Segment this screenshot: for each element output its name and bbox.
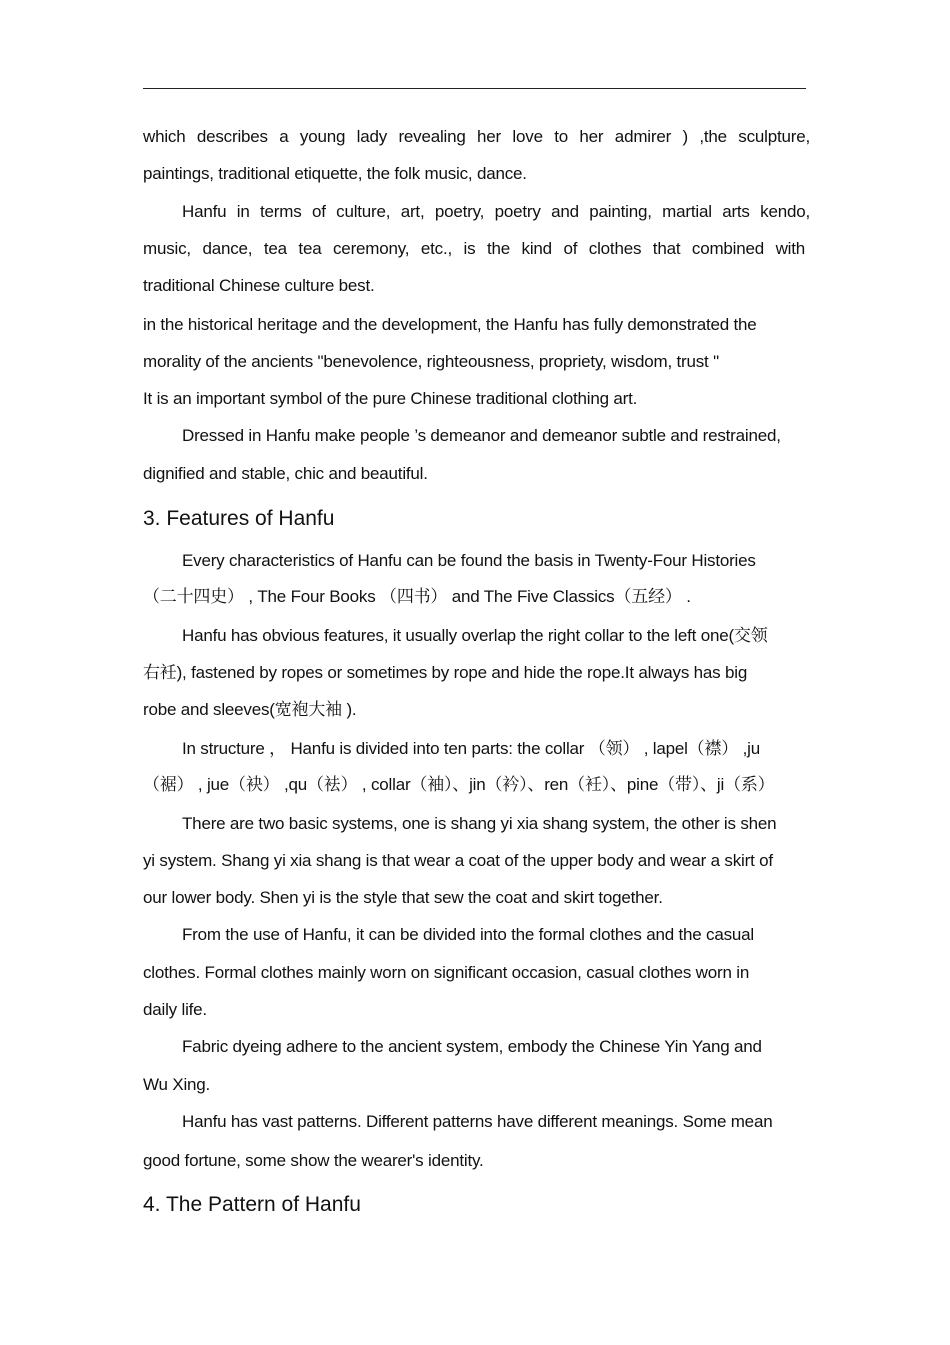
- text-line: daily life.: [143, 1000, 207, 1019]
- text-line: 右衽), fastened by ropes or sometimes by rope and hide the rope.It always has big: [143, 663, 748, 682]
- text-line: dignified and stable, chic and beautiful.: [143, 464, 428, 483]
- text-line: （裾） , jue（袂） ,qu（袪） , collar（袖）、jin（衿）、ren（衽）、pine（带）、ji（系）: [143, 775, 775, 794]
- text-line: In structure ， Hanfu is divided into ten parts: the collar （领） , lapel（襟） ,ju: [182, 739, 760, 758]
- text-line: Hanfu has vast patterns. Different patterns have different meanings. Some mean: [182, 1112, 773, 1131]
- section-heading: 4. The Pattern of Hanfu: [143, 1193, 361, 1216]
- text-line: From the use of Hanfu, it can be divided into the formal clothes and the casual: [182, 925, 754, 944]
- text-line: paintings, traditional etiquette, the folk music, dance.: [143, 164, 527, 183]
- text-line: Hanfu in terms of culture, art, poetry, poetry and painting, martial arts kendo,: [182, 202, 810, 221]
- text-line: It is an important symbol of the pure Chinese traditional clothing art.: [143, 389, 638, 408]
- text-line: There are two basic systems, one is shang yi xia shang system, the other is shen: [182, 814, 777, 833]
- text-line: good fortune, some show the wearer's identity.: [143, 1151, 484, 1170]
- text-line: yi system. Shang yi xia shang is that wear a coat of the upper body and wear a skirt of: [143, 851, 773, 870]
- text-line: Every characteristics of Hanfu can be found the basis in Twenty-Four Histories: [182, 551, 756, 570]
- text-line: music, dance, tea tea ceremony, etc., is the kind of clothes that combined with: [143, 239, 805, 258]
- text-line: traditional Chinese culture best.: [143, 276, 375, 295]
- text-line: Fabric dyeing adhere to the ancient system, embody the Chinese Yin Yang and: [182, 1037, 762, 1056]
- text-line: morality of the ancients "benevolence, righteousness, propriety, wisdom, trust ": [143, 352, 719, 371]
- text-line: robe and sleeves(宽袍大袖 ).: [143, 700, 357, 719]
- text-line: clothes. Formal clothes mainly worn on significant occasion, casual clothes worn in: [143, 963, 750, 982]
- text-line: Dressed in Hanfu make people ’s demeanor and demeanor subtle and restrained,: [182, 426, 781, 445]
- text-line: our lower body. Shen yi is the style that sew the coat and skirt together.: [143, 888, 663, 907]
- text-line: Hanfu has obvious features, it usually overlap the right collar to the left one(交领: [182, 626, 768, 645]
- text-line: （二十四史） , The Four Books （四书） and The Five Classics（五经） .: [143, 587, 691, 606]
- text-line: which describes a young lady revealing her love to her admirer ) ,the sculpture,: [143, 127, 810, 146]
- text-line: in the historical heritage and the development, the Hanfu has fully demonstrated the: [143, 315, 757, 334]
- section-heading: 3. Features of Hanfu: [143, 507, 335, 530]
- header-rule: [143, 88, 806, 89]
- text-line: Wu Xing.: [143, 1075, 211, 1094]
